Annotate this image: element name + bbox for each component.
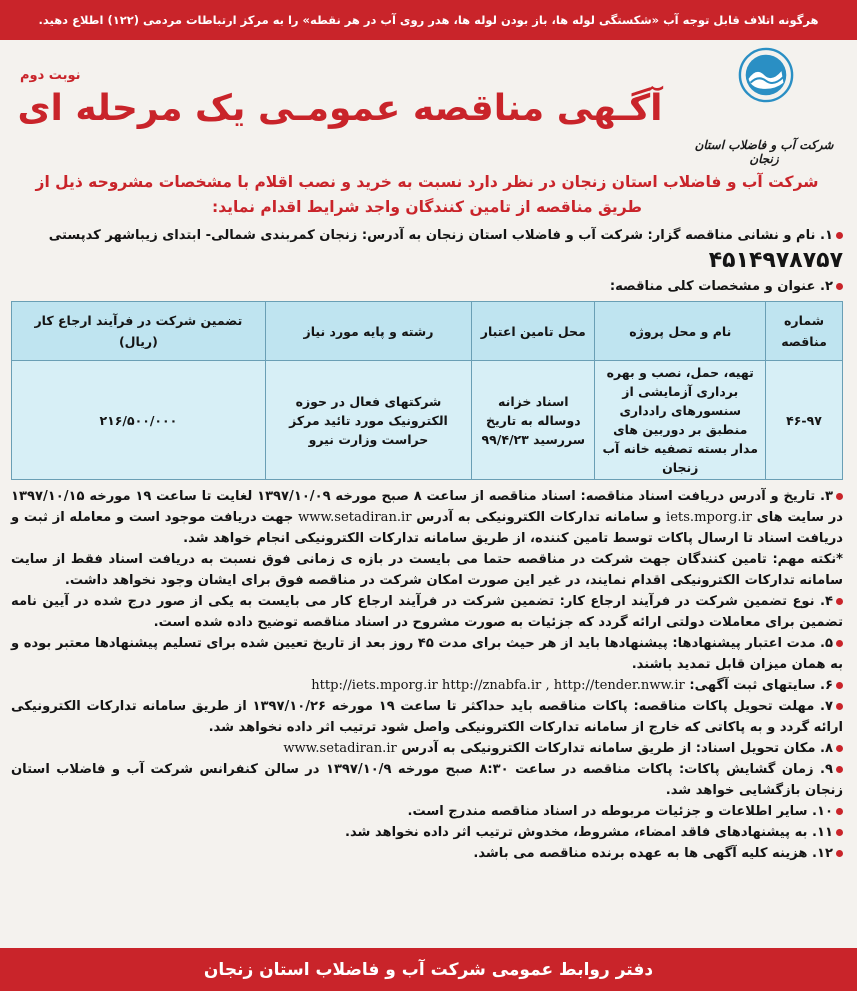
item-7-text: ۷. مهلت تحویل پاکات مناقصه: پاکات مناقصه باید حداکثر تا ساعت ۱۹ مورخه ۱۳۹۷/۱۰/۲۶ از طریق سامانه تدارکات الکترونیکی ارائه گردد و به پاکاتی که خارج از سامانه تدارکات الکترونیکی واصل شود ترتیب اثر داده نخواهد شد. [11,699,843,735]
item-2-text: ۲. عنوان و مشخصات کلی مناقصه: [609,279,833,294]
item-5-text: ۵. مدت اعتبار پیشنهادها: پیشنهادها باید از هر حیث برای مدت ۴۵ روز بعد از تاریخ تعیین شده برای تسلیم پیشنهادها معتبر بوده و به همان میزان قابل تمدید باشند. [11,636,843,672]
postal-code: ۴۵۱۴۹۷۸۷۵۷ [708,248,843,273]
item-12 [11,843,843,864]
notice-title: آگـهی مناقصه عمومـی یک مرحله ای [17,87,663,129]
item-10-text: ۱۰. سایر اطلاعات و جزئیات مربوطه در اسناد مناقصه مندرج است. [407,804,833,819]
important-note: *نکته مهم: تامین کنندگان جهت شرکت در مناقصه حتما می بایست در بازه ی زمانی فوق نسبت به دریافت اسناد فقط از سایت سامانه تدارکات الکترونیکی اقدام نمایند، در غیر این صورت امکان شرکت در مناقصه فوق برای ایشان وجود نخواهد داشت. [11,552,843,588]
bullet-icon [836,682,843,689]
item-8 [11,738,843,759]
header-tender-number: شماره مناقصه [766,302,843,361]
setad-link[interactable]: www.setadiran.ir [298,510,412,525]
item-10 [11,801,843,822]
company-logo [679,42,849,166]
item-1 [11,225,843,246]
bullet-icon [836,766,843,773]
iets-link[interactable]: iets.mporg.ir [666,510,753,525]
header-guarantee: تضمین شرکت در فرآیند ارجاع کار (ریال) [12,302,266,361]
header-funding: محل تامین اعتبار [472,302,595,361]
item-3-text-b: و سامانه تدارکات الکترونیکی به آدرس [416,510,662,525]
notice-body [11,225,843,864]
item-11-text: ۱۱. به پیشنهادهای فاقد امضاء، مشروط، مخدوش ترتیب اثر داده نخواهد شد. [345,825,833,840]
item-8-text: ۸. مکان تحویل اسناد: از طریق سامانه تدارکات الکترونیکی به آدرس [401,741,833,756]
tender-table [11,301,843,480]
item-6-text: ۶. سایتهای ثبت آگهی: [689,678,833,693]
bullet-icon [836,703,843,710]
item-3 [11,486,843,549]
bullet-icon [836,283,843,290]
bullet-icon [836,745,843,752]
intro-text: شرکت آب و فاضلاب استان زنجان در نظر دارد نسبت به خرید و نصب اقلام با مشخصات مشروحه ذیل از طریق مناقصه از تامین کنندگان واجد شرایط اقدام نماید: [35,173,819,216]
item-3-text-c: جهت دریافت موجود است و معامله از ثبت و دریافت اسناد تا ارسال پاکات توسط تامین کننده، از طریق سامانه تدارکات الکترونیکی انجام خواهد شد. [11,510,843,546]
item-11 [11,822,843,843]
item-5 [11,633,843,675]
cell-guarantee: ۲۱۶/۵۰۰/۰۰۰ [12,361,266,480]
item-9 [11,759,843,801]
company-name-label: شرکت آب و فاضلاب استان زنجان [694,138,834,166]
top-banner: هرگونه اتلاف قابل توجه آب «شکستگی لوله ها، باز بودن لوله ها، هدر روی آب در هر نقطه» را به مرکز ارتباطات مردمی (۱۲۲) اطلاع دهید. [0,0,857,40]
footer-banner: دفتر روابط عمومی شرکت آب و فاضلاب استان زنجان [0,948,857,991]
cell-funding: اسناد خزانه دوساله به تاریخ سررسید ۹۹/۴/۲۳ [472,361,595,480]
item-2 [11,276,843,297]
cell-project: تهیه، حمل، نصب و بهره برداری آزمایشی از سنسورهای رادداری منطبق بر دوربین های مدار بسته تصفیه خانه آب زنجان [595,361,766,480]
table-row [12,361,843,480]
bullet-icon [836,232,843,239]
bullet-icon [836,598,843,605]
bullet-icon [836,829,843,836]
header-project: نام و محل پروژه [595,302,766,361]
bullet-icon [836,493,843,500]
item-12-text: ۱۲. هزینه کلیه آگهی ها به عهده برنده مناقصه می باشد. [473,846,833,861]
item-7 [11,696,843,738]
item-4-text: ۴. نوع تضمین شرکت در فرآیند ارجاع کار: تضمین شرکت در فرآیند ارجاع کار می بایست به یکی از صور درج شده در آیین نامه تضمین برای معاملات دولتی ارائه گردد که جزئیات به صورت مشروح در اسناد مناقصه توضیح داده شده است. [11,594,843,630]
item-3-text-a: ۳. تاریخ و آدرس دریافت اسناد مناقصه: اسناد مناقصه از ساعت ۸ صبح مورخه ۱۳۹۷/۱۰/۰۹ لغایت تا ساعت ۱۹ مورخه ۱۳۹۷/۱۰/۱۵ در سایت های [11,489,843,525]
header-field: رشته و پایه مورد نیاز [265,302,471,361]
cell-tender-number: ۴۶-۹۷ [766,361,843,480]
bullet-icon [836,640,843,647]
bullet-icon [836,850,843,857]
item-9-text: ۹. زمان گشایش پاکات: پاکات مناقصه در ساعت ۸:۳۰ صبح مورخه ۱۳۹۷/۱۰/۹ در سالن کنفرانس شرکت آب و فاضلاب استان زنجان بازگشایی خواهد شد. [11,762,843,798]
round-label: نوبت دوم [20,68,81,83]
water-drop-logo-icon [737,46,795,104]
setad-delivery-link[interactable]: www.setadiran.ir [283,741,397,756]
table-header-row [12,302,843,361]
cell-field: شرکتهای فعال در حوزه الکترونیک مورد تائید مرکز حراست وزارت نیرو [265,361,471,480]
item-6 [11,675,843,696]
item-1-text: ۱. نام و نشانی مناقصه گزار: شرکت آب و فاضلاب استان زنجان به آدرس: زنجان کمربندی شمالی- ابتدای زیباشهر کدپستی [48,228,833,243]
item-4 [11,591,843,633]
ad-sites-links[interactable]: http://iets.mporg.ir http://znabfa.ir , http://tender.nww.ir [311,678,685,693]
bullet-icon [836,808,843,815]
